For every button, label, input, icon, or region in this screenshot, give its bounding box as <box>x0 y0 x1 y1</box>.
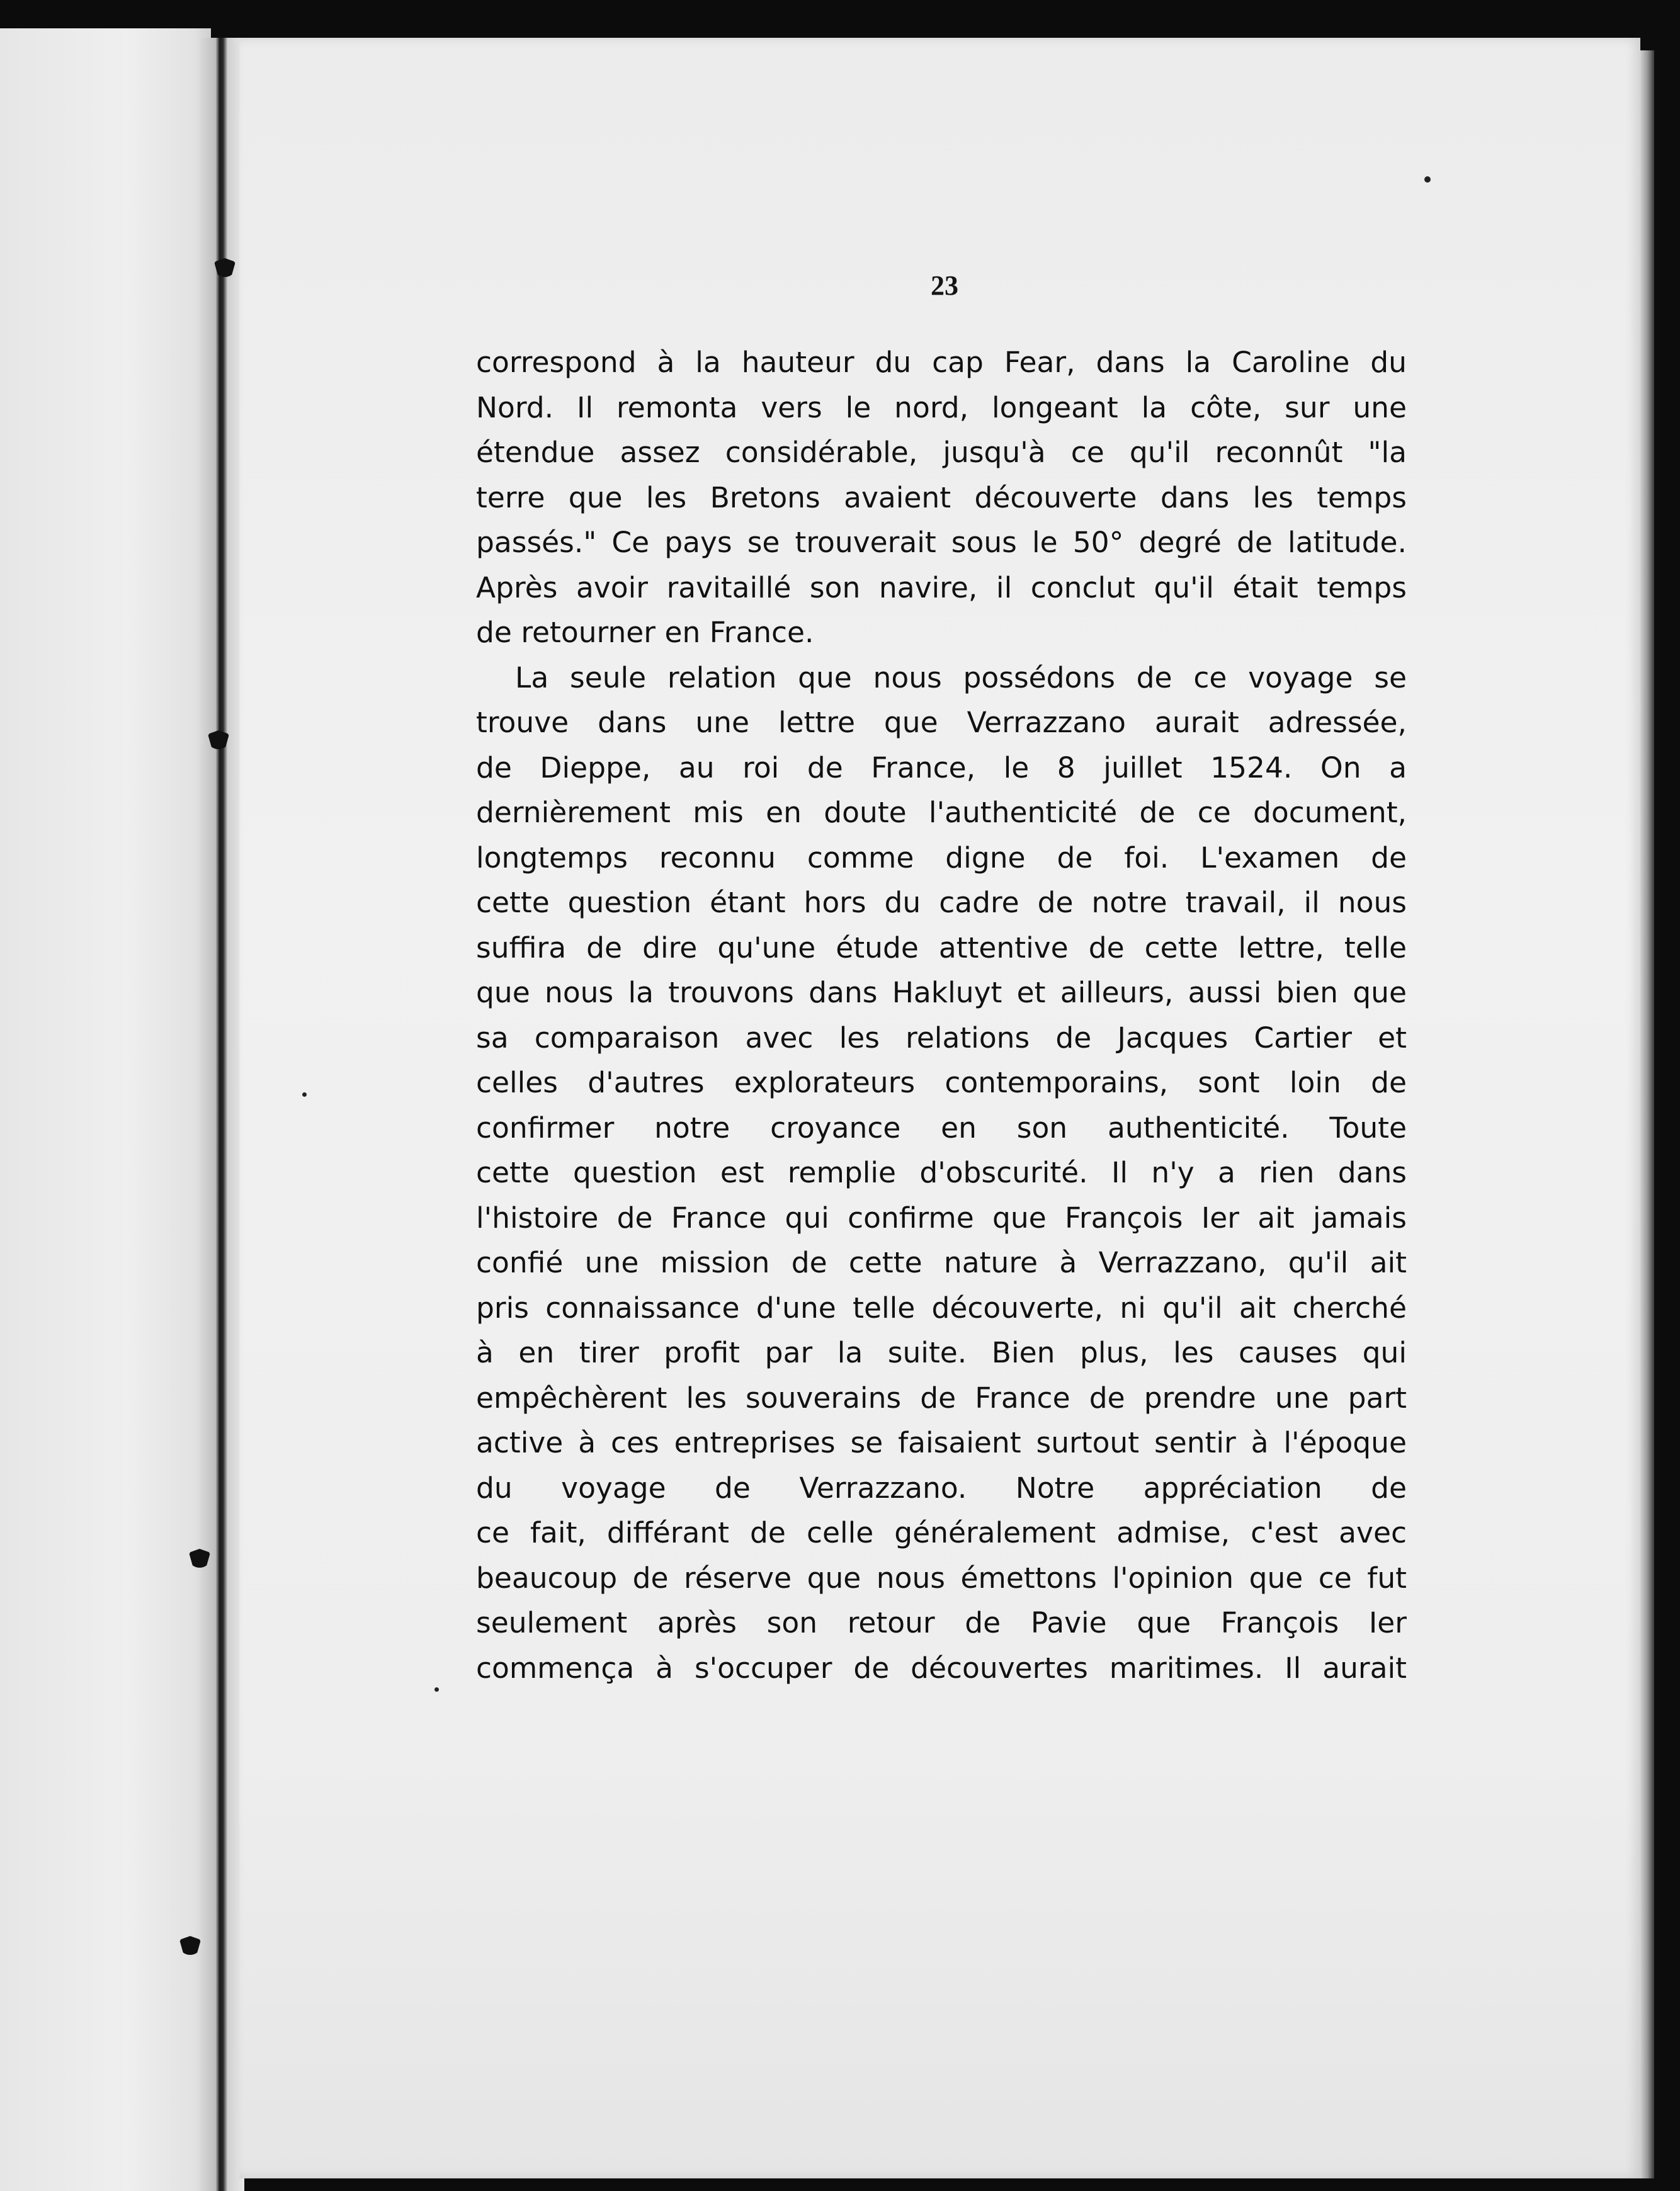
text-line: Après avoir ravitaillé son navire, il conclut qu'il était temps <box>476 570 1407 604</box>
text-line: confié une mission de cette nature à Verrazzano, qu'il ait <box>476 1246 1407 1279</box>
text-line: correspond à la hauteur du cap Fear, dans la Caroline du <box>476 346 1407 379</box>
body-text <box>476 340 1407 1690</box>
dust-speck <box>434 1687 439 1692</box>
text-line: du voyage de Verrazzano. Notre appréciation de <box>476 1471 1407 1505</box>
page-edge <box>1640 50 1654 2178</box>
text-line: que nous la trouvons dans Hakluyt et ailleurs, aussi bien que <box>476 976 1407 1009</box>
text-line: de retourner en France. <box>476 616 814 649</box>
text-line: Nord. Il remonta vers le nord, longeant la côte, sur une <box>476 390 1407 424</box>
text-line: active à ces entreprises se faisaient surtout sentir à l'époque <box>476 1426 1407 1459</box>
dust-speck <box>1424 176 1431 183</box>
page-number: 23 <box>931 270 958 301</box>
dust-speck <box>302 1092 307 1097</box>
text-line: celles d'autres explorateurs contemporains, sont loin de <box>476 1066 1407 1099</box>
text-line: cette question est remplie d'obscurité. Il n'y a rien dans <box>476 1156 1407 1189</box>
text-line: commença à s'occuper de découvertes maritimes. Il aurait <box>476 1651 1407 1685</box>
text-line: seulement après son retour de Pavie que François Ier <box>476 1606 1407 1639</box>
text-line: trouve dans une lettre que Verrazzano aurait adressée, <box>476 706 1407 739</box>
text-line: La seule relation que nous possédons de ce voyage se <box>515 660 1407 694</box>
text-line: sa comparaison avec les relations de Jacques Cartier et <box>476 1021 1407 1055</box>
text-line: confirmer notre croyance en son authenticité. Toute <box>476 1111 1407 1145</box>
text-line: de Dieppe, au roi de France, le 8 juillet 1524. On a <box>476 750 1407 784</box>
text-line: ce fait, différant de celle généralement admise, c'est avec <box>476 1516 1407 1549</box>
left-page <box>0 28 211 2191</box>
text-line: passés." Ce pays se trouverait sous le 50° degré de latitude. <box>476 526 1407 559</box>
text-line: à en tirer profit par la suite. Bien plus, les causes qui <box>476 1336 1407 1369</box>
text-line: cette question étant hors du cadre de notre travail, il nous <box>476 886 1407 919</box>
text-line: dernièrement mis en doute l'authenticité de ce document, <box>476 796 1407 829</box>
text-line: empêchèrent les souverains de France de prendre une part <box>476 1381 1407 1415</box>
text-line: beaucoup de réserve que nous émettons l'opinion que ce fut <box>476 1561 1407 1595</box>
text-line: pris connaissance d'une telle découverte, ni qu'il ait cherché <box>476 1291 1407 1325</box>
text-line: terre que les Bretons avaient découverte dans les temps <box>476 480 1407 514</box>
text-line: étendue assez considérable, jusqu'à ce qu'il reconnût "la <box>476 436 1407 469</box>
text-line: l'histoire de France qui confirme que François Ier ait jamais <box>476 1201 1407 1235</box>
text-line: longtemps reconnu comme digne de foi. L'examen de <box>476 841 1407 875</box>
book-spine <box>200 38 244 2191</box>
text-line: suffira de dire qu'une étude attentive de cette lettre, telle <box>476 931 1407 965</box>
